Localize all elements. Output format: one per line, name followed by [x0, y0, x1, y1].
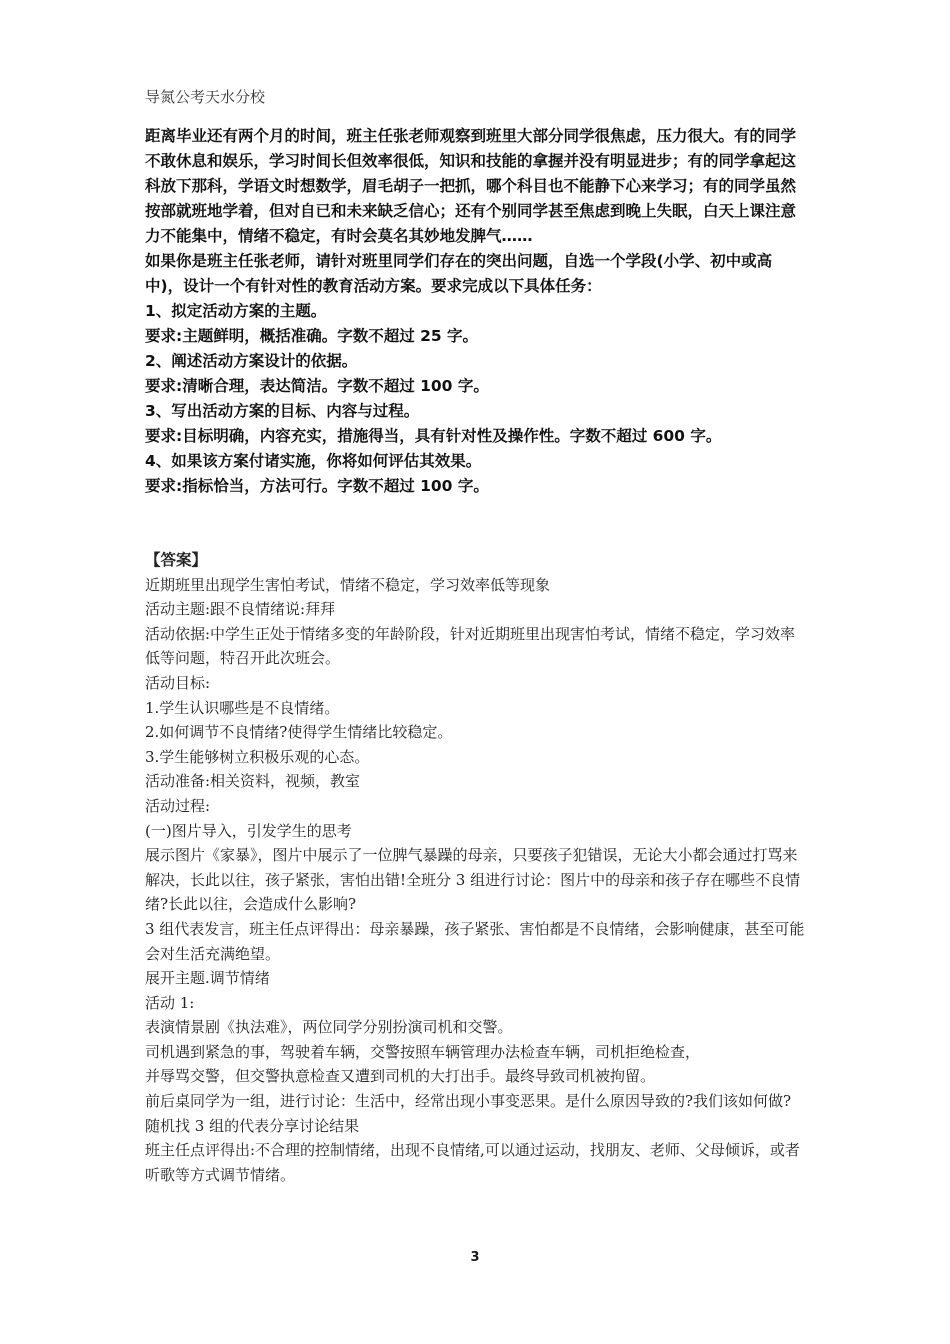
- task-item: 3、写出活动方案的目标、内容与过程。: [145, 402, 420, 420]
- answer-paragraph: 班主任点评得出:不合理的控制情绪，出现不良情绪,可以通过运动，找朋友、老师、父母倾诉，或者听歌等方式调节情绪。: [145, 1141, 800, 1184]
- answer-paragraph: (一)图片导入，引发学生的思考: [145, 821, 352, 840]
- page-number: 3: [470, 1250, 480, 1265]
- question-section: [145, 124, 810, 499]
- answer-paragraph: 展开主题.调节情绪: [145, 969, 270, 988]
- answer-paragraph: 3 组代表发言，班主任点评得出：母亲暴躁，孩子紧张、害怕都是不良情绪，会影响健康，甚至可能会对生活充满绝望。: [145, 919, 805, 963]
- task-item: 2、阐述活动方案设计的依据。: [145, 352, 358, 370]
- answer-paragraph: 司机遇到紧急的事，驾驶着车辆，交警按照车辆管理办法检查车辆，司机拒绝检查，: [145, 1042, 701, 1061]
- answer-section: [145, 548, 810, 1187]
- answer-paragraph: 活动主题:跟不良情绪说:拜拜: [145, 600, 336, 619]
- task-requirement: 要求:指标恰当，方法可行。字数不超过 100 字。: [145, 477, 489, 495]
- question-paragraph: 距离毕业还有两个月的时间，班主任张老师观察到班里大部分同学很焦虑，压力很大。有的同学不敢休息和娱乐，学习时间长但效率很低，知识和技能的拿握并没有明显进步；有的同学拿起这科放下那科，学语文时想数学，眉毛胡子一把抓，哪个科目也不能静下心来学习；有的同学虽然按部就班地学着，但对自已和未来缺乏信心；还有个别同学甚至焦虑到晚上失眠，白天上课注意力不能集中，情绪不稳定，有时会莫名其妙地发脾气……: [145, 127, 797, 245]
- answer-paragraph: 近期班里出现学生害怕考试，情绪不稳定，学习效率低等现象: [145, 575, 551, 594]
- task-requirement: 要求:目标明确，内容充实，措施得当，具有针对性及操作性。字数不超过 600 字。: [145, 427, 722, 445]
- answer-paragraph: 活动目标:: [145, 673, 211, 692]
- answer-paragraph: 随机找 3 组的代表分享讨论结果: [145, 1116, 360, 1135]
- answer-paragraph: 2.如何调节不良情绪?使得学生情绪比较稳定。: [145, 723, 453, 742]
- answer-paragraph: 活动准备:相关资料，视频，教室: [145, 772, 361, 791]
- answer-paragraph: 表演情景剧《执法难》，两位同学分别扮演司机和交警。: [145, 1018, 513, 1037]
- answer-paragraph: 活动依据:中学生正处于情绪多变的年龄阶段，针对近期班里出现害怕考试，情绪不稳定，学习效率低等问题，特召开此次班会。: [145, 624, 796, 668]
- answer-paragraph: 并辱骂交警，但交警执意检查又遭到司机的大打出手。最终导致司机被拘留。: [145, 1067, 656, 1086]
- task-requirement: 要求:主题鲜明，概括准确。字数不超过 25 字。: [145, 327, 479, 345]
- answer-paragraph: 展示图片《家暴》，图片中展示了一位脾气暴躁的母亲，只要孩子犯错误，无论大小都会通过打骂来解决，长此以往，孩子紧张，害怕出错!全班分 3 组进行讨论：图片中的母亲和孩子存在哪些不良情绪?长此以往，会造成什么影响?: [145, 846, 801, 914]
- page-header: 导氮公考天水分校: [145, 88, 266, 106]
- task-item: 4、如果该方案付诸实施，你将如何评估其效果。: [145, 452, 482, 470]
- task-item: 1、拟定活动方案的主题。: [145, 302, 327, 320]
- answer-paragraph: 活动 1:: [145, 993, 195, 1012]
- answer-title: 【答案】: [145, 551, 208, 569]
- answer-paragraph: 1.学生认识哪些是不良情绪。: [145, 698, 340, 717]
- answer-paragraph: 前后桌同学为一组，进行讨论：生活中，经常出现小事变恶果。是什么原因导致的?我们该如何做?: [145, 1092, 792, 1111]
- answer-paragraph: 3.学生能够树立积极乐观的心态。: [145, 747, 370, 766]
- task-requirement: 要求:清晰合理，表达简洁。字数不超过 100 字。: [145, 377, 489, 395]
- answer-paragraph: 活动过程:: [145, 796, 211, 815]
- question-paragraph: 如果你是班主任张老师，请针对班里同学们存在的突出问题，自选一个学段(小学、初中或高中)，设计一个有针对性的教育活动方案。要求完成以下具体任务：: [145, 252, 773, 295]
